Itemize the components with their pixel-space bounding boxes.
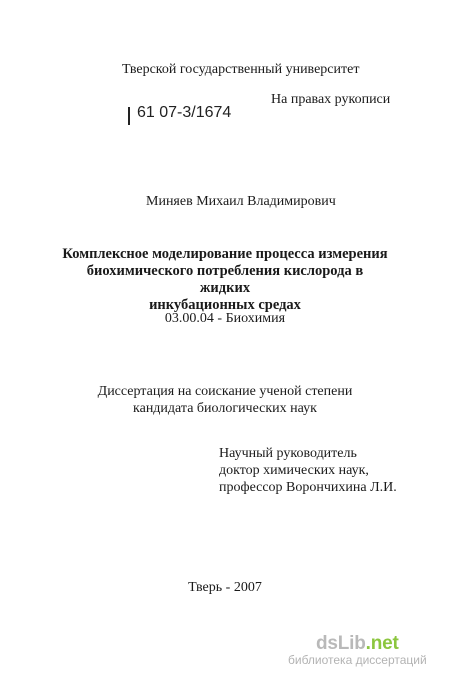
dslib-watermark: [288, 633, 427, 667]
institution-name: Тверской государственный университет: [122, 62, 360, 77]
author-name: Миняев Михаил Владимирович: [146, 194, 336, 209]
degree-line: кандидата биологических наук: [133, 401, 317, 416]
title-line: инкубационных средах: [149, 297, 301, 313]
degree-statement: [60, 383, 390, 417]
advisor-line: Научный руководитель: [219, 446, 357, 461]
logo-main: dsLib: [316, 633, 366, 654]
rights-notice: На правах рукописи: [271, 92, 391, 107]
advisor-line: доктор химических наук,: [219, 463, 369, 478]
library-stamp: 61 07-3/1674: [137, 104, 232, 121]
scientific-advisor: [219, 445, 397, 496]
stamp-bar: [128, 107, 130, 125]
degree-line: Диссертация на соискание ученой степени: [97, 384, 353, 399]
specialty-code: 03.00.04 - Биохимия: [164, 311, 286, 326]
title-line: Комплексное моделирование процесса измерения: [62, 246, 388, 262]
title-line: биохимического потребления кислорода в жидких: [86, 263, 364, 296]
watermark-logo: [316, 633, 427, 655]
dissertation-title: [60, 246, 390, 314]
logo-suffix: .net: [365, 633, 399, 654]
watermark-tagline: библиотека диссертаций: [288, 653, 427, 667]
city-year: Тверь - 2007: [188, 580, 262, 595]
advisor-line: профессор Ворончихина Л.И.: [219, 480, 397, 495]
